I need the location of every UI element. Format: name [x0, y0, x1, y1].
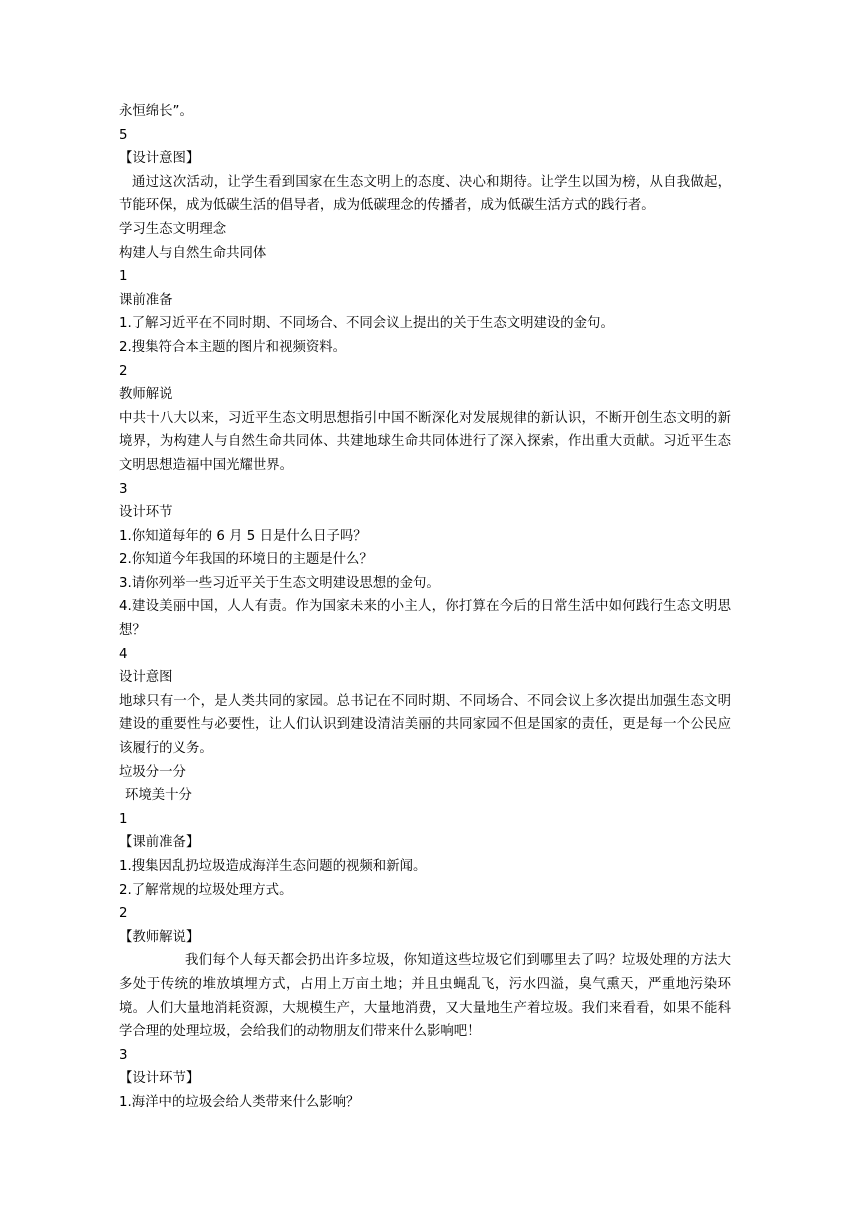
text-line: 永恒绵长”。 — [119, 104, 193, 119]
list-item: 2.了解常规的垃圾处理方式。 — [119, 882, 293, 898]
list-item: 1.海洋中的垃圾会给人类带来什么影响？ — [119, 1094, 360, 1110]
section-number: 2 — [119, 906, 128, 922]
list-item: 2.你知道今年我国的环境日的主题是什么？ — [119, 552, 373, 568]
section-heading: 课前准备 — [119, 292, 173, 308]
list-item: 3.请你列举一些习近平关于生态文明建设思想的金句。 — [119, 575, 440, 591]
section-number: 5 — [119, 127, 128, 143]
section-heading: 【教师解说】 — [119, 929, 200, 945]
section-heading: 设计环节 — [119, 505, 173, 521]
section-number: 1 — [119, 269, 128, 285]
paragraph: 中共十八大以来，习近平生态文明思想指引中国不断深化对发展规律的新认识，不断开创生态文明的新境界，为构建人与自然生命共同体、共建地球生命共同体进行了深入探索，作出重大贡献。习近平生态文明思想造福中国光耀世界。 — [119, 410, 731, 473]
topic-subtitle: 构建人与自然生命共同体 — [119, 245, 267, 261]
section-heading: 【设计意图】 — [119, 151, 200, 167]
list-item: 4.建设美丽中国，人人有责。作为国家未来的小主人，你打算在今后的日常生活中如何践行生态文明思想？ — [119, 599, 731, 639]
paragraph: 地球只有一个，是人类共同的家园。总书记在不同时期、不同场合、不同会议上多次提出加强生态文明建设的重要性与必要性，让人们认识到建设清洁美丽的共同家园不但是国家的责任，更是每一个公民应该履行的义务。 — [119, 693, 731, 757]
list-item: 1.了解习近平在不同时期、不同场合、不同会议上提出的关于生态文明建设的金句。 — [119, 316, 614, 332]
list-item: 1.搜集因乱扔垃圾造成海洋生态问题的视频和新闻。 — [119, 859, 427, 874]
topic-title: 学习生态文明理念 — [119, 221, 227, 237]
document-page — [119, 100, 731, 1115]
section-number: 4 — [119, 646, 128, 662]
section-heading: 【设计环节】 — [119, 1071, 200, 1087]
section-heading: 教师解说 — [119, 387, 173, 403]
section-number: 3 — [119, 1047, 128, 1063]
list-item: 2.搜集符合本主题的图片和视频资料。 — [119, 339, 347, 355]
list-item: 1.你知道每年的 6 月 5 日是什么日子吗？ — [119, 528, 367, 544]
paragraph: 通过这次活动，让学生看到国家在生态文明上的态度、决心和期待。让学生以国为榜，从自我做起，节能环保，成为低碳生活的倡导者，成为低碳理念的传播者，成为低碳生活方式的践行者。 — [119, 174, 731, 214]
section-number: 2 — [119, 363, 128, 379]
paragraph: 我们每个人每天都会扔出许多垃圾，你知道这些垃圾它们到哪里去了吗？垃圾处理的方法大多处于传统的堆放填埋方式，占用上万亩土地；并且虫蝇乱飞，污水四溢，臭气熏天，严重地污染环境。人们大量地消耗资源，大规模生产，大量地消费，又大量地生产着垃圾。我们来看看，如果不能科学合理的处理垃圾，会给我们的动物朋友们带来什么影响吧！ — [119, 953, 731, 1040]
section-heading: 【课前准备】 — [119, 835, 200, 851]
section-number: 3 — [119, 481, 128, 497]
section-number: 1 — [119, 811, 128, 827]
section-heading: 设计意图 — [119, 670, 173, 686]
topic-title: 垃圾分一分 — [119, 764, 186, 780]
topic-subtitle: 环境美十分 — [125, 788, 192, 804]
